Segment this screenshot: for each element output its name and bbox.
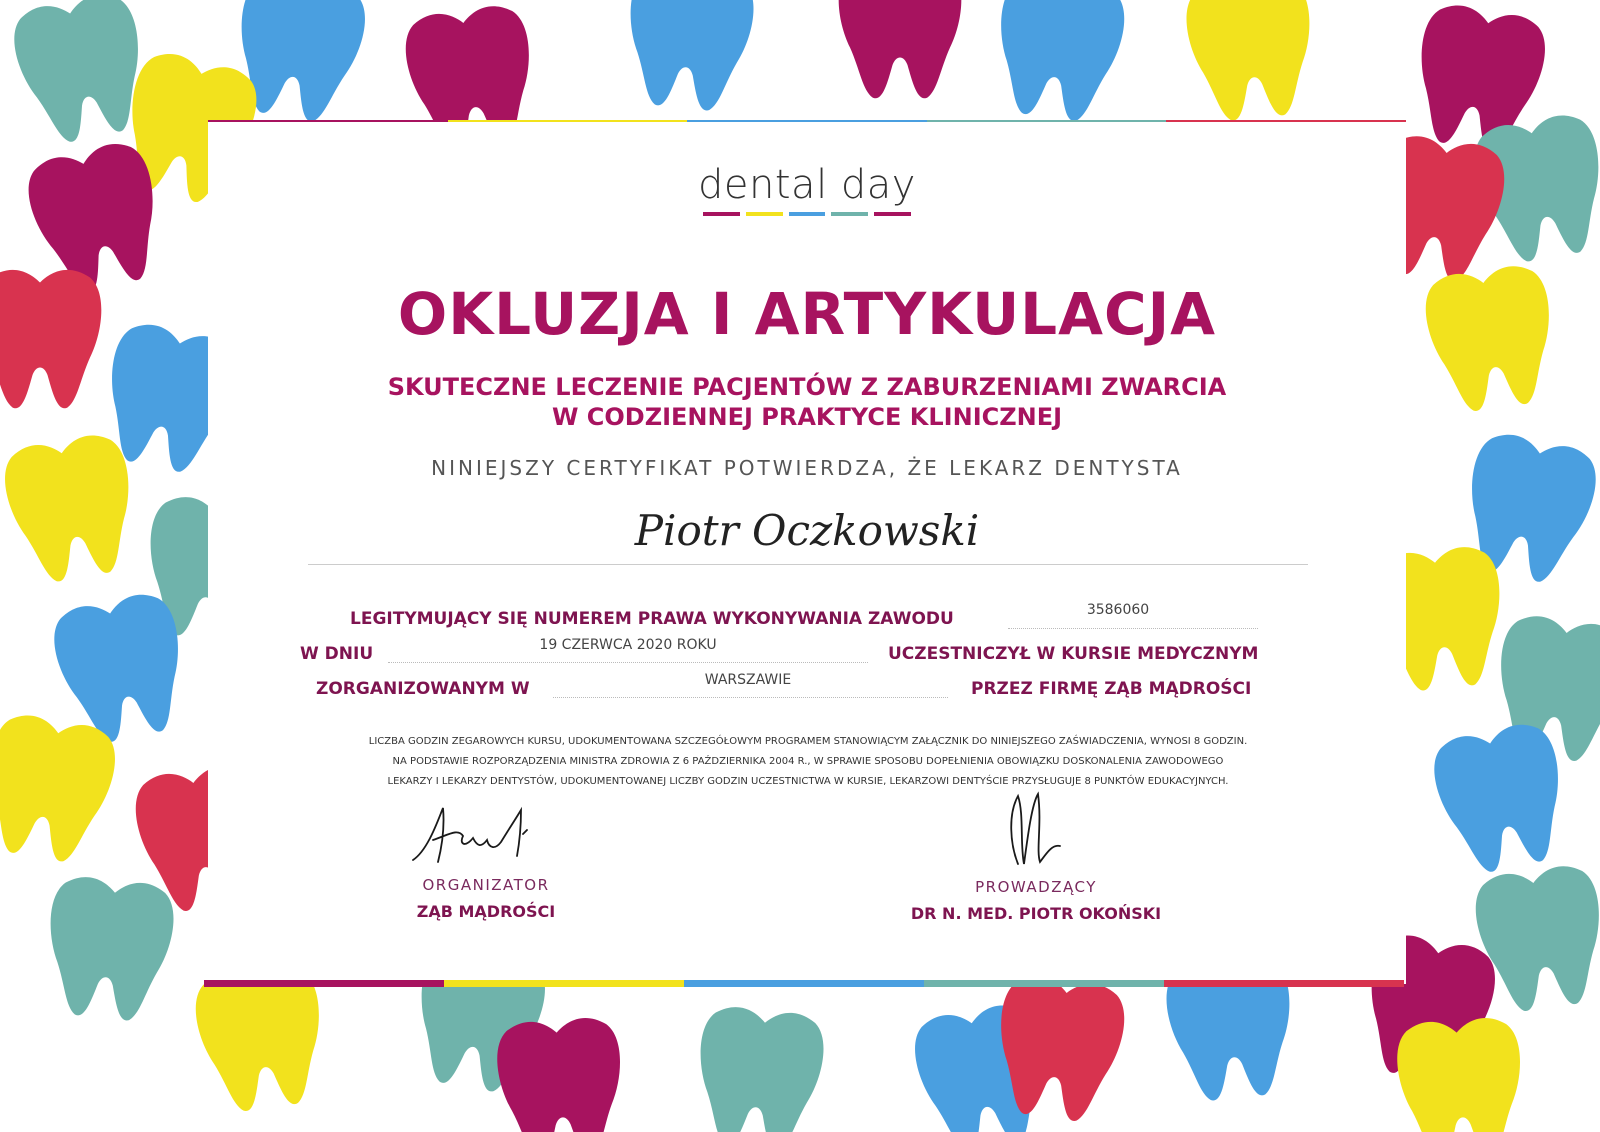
date-dotline <box>388 662 868 663</box>
subtitle-line-1: SKUTECZNE LECZENIE PACJENTÓW Z ZABURZENIAMI ZWARCIA <box>387 373 1227 401</box>
certificate-title: OKLUZJA I ARTYKULACJA <box>397 280 1217 348</box>
tooth-icon <box>1395 1016 1527 1132</box>
lecturer-signature <box>988 784 1108 874</box>
license-label: LEGITYMUJĄCY SIĘ NUMEREM PRAWA WYKONYWANIA ZAWODU <box>350 609 954 629</box>
participant-name: Piotr Oczkowski <box>634 506 980 555</box>
legal-notice <box>278 732 1338 792</box>
participated-label: UCZESTNICZYŁ W KURSIE MEDYCZNYM <box>888 644 1259 664</box>
lecturer-role: PROWADZĄCY <box>975 878 1097 896</box>
tooth-icon <box>621 0 757 114</box>
tooth-icon <box>691 1004 827 1132</box>
lecturer-name: DR N. MED. PIOTR OKOŃSKI <box>910 904 1162 923</box>
tooth-icon <box>1183 0 1319 124</box>
organizer-signature <box>403 790 563 875</box>
certificate-card <box>208 122 1406 984</box>
legal-line-3: LEKARZY I LEKARZY DENTYSTÓW, UDOKUMENTOWANEJ LICZBY GODZIN UCZESTNICTWA W KURSIE, LEKARZOWI DENTYŚCIE PRZYSŁUGUJE 8 PUNKTÓW EDUKACYJNYCH. <box>387 776 1229 787</box>
logo-stripe <box>703 212 911 216</box>
bottom-color-stripe <box>204 980 1404 987</box>
tooth-icon <box>1421 262 1562 416</box>
legal-line-2: NA PODSTAWIE ROZPORZĄDZENIA MINISTRA ZDROWIA Z 6 PAŹDZIERNIKA 2004 R., W SPRAWIE SPOSOBU DOPEŁNIENIA OBOWIĄZKU DOSKONALENIA ZAWODOWEGO <box>392 756 1224 767</box>
logo-text: dental day <box>698 162 916 208</box>
tooth-icon <box>0 710 121 868</box>
company-label: PRZEZ FIRMĘ ZĄB MĄDROŚCI <box>971 679 1252 699</box>
legal-line-1: LICZBA GODZIN ZEGAROWYCH KURSU, UDOKUMENTOWANA SZCZEGÓŁOWYM PROGRAMEM STANOWIĄCYM ZAŁĄCZNIK DO NINIEJSZEGO ZAŚWIADCZENIA, WYNOSI 8 GODZIN. <box>368 736 1248 747</box>
subtitle-line-2: W CODZIENNEJ PRAKTYCE KLINICZNEJ <box>551 403 1063 431</box>
organizer-name: ZĄB MĄDROŚCI <box>416 902 556 921</box>
date-label: W DNIU <box>300 644 374 664</box>
tooth-icon <box>0 430 144 588</box>
tooth-icon <box>1428 718 1577 879</box>
certificate-subtitle <box>208 372 1406 432</box>
confirm-statement: NINIEJSZY CERTYFIKAT POTWIERDZA, ŻE LEKARZ DENTYSTA <box>431 456 1183 480</box>
tooth-icon <box>41 874 177 1024</box>
dental-day-logo <box>208 162 1406 216</box>
organizer-role: ORGANIZATOR <box>422 876 550 894</box>
license-dotline <box>1008 628 1258 629</box>
course-date: 19 CZERWCA 2020 ROKU <box>539 637 717 653</box>
name-underline <box>308 564 1308 565</box>
city-dotline <box>553 697 948 698</box>
tooth-icon <box>0 270 101 408</box>
tooth-icon <box>988 0 1129 126</box>
license-number: 3586060 <box>1086 602 1150 618</box>
tooth-icon <box>839 0 962 98</box>
tooth-icon <box>495 1016 627 1132</box>
course-city: WARSZAWIE <box>704 672 792 688</box>
organized-label: ZORGANIZOWANYM W <box>316 679 530 699</box>
